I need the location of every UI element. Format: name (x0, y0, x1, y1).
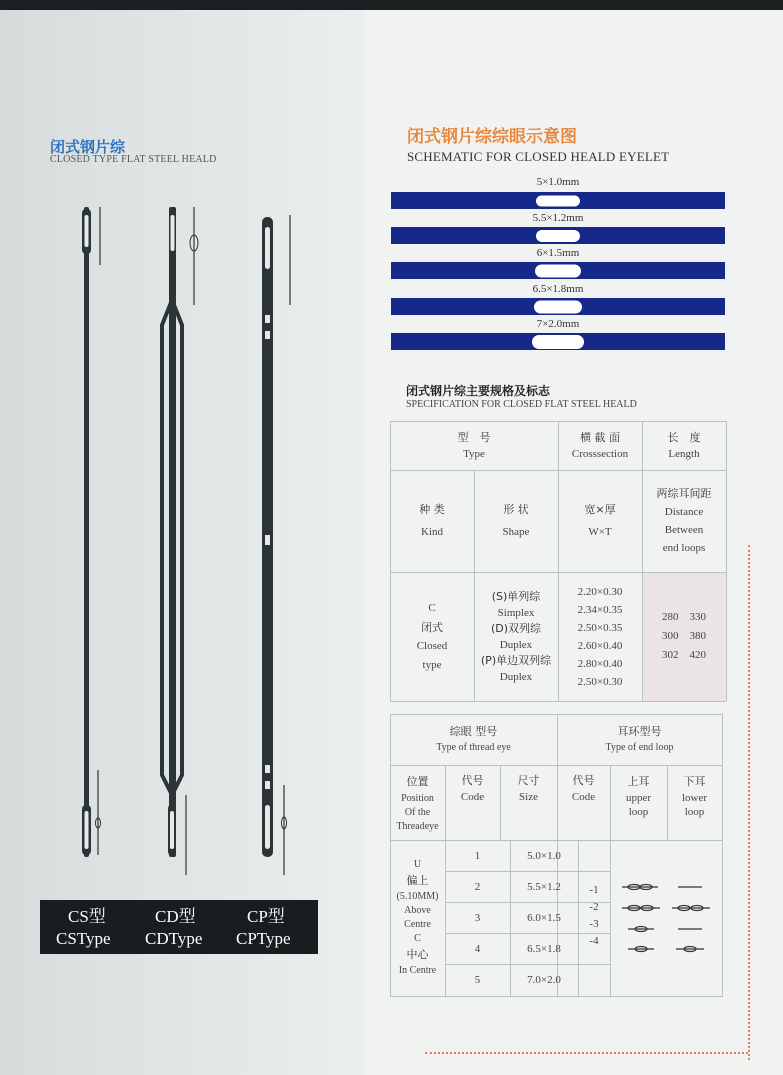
loop-code-header: 代号 Code (571, 774, 596, 803)
wt-header: 宽×厚 W×T (584, 503, 616, 538)
size-3: 6.0×1.5 (527, 911, 561, 924)
schematic-title-en: SCHEMATIC FOR CLOSED HEALD EYELET (407, 149, 670, 164)
crosssection-header: 横 截 面 Crosssection (571, 430, 629, 460)
eyelet-band-1 (391, 192, 725, 209)
cs-heald-drawing (82, 207, 101, 857)
code-1: 1 (474, 849, 481, 862)
end-loop-header: 耳环型号 Type of end loop (605, 724, 674, 753)
cp-label-cn: CP型 (247, 907, 285, 926)
eyelet-band-2 (391, 227, 725, 244)
code-3: 3 (474, 911, 481, 924)
code-5: 5 (474, 974, 481, 986)
position-header: 位置 Position Of the Threadeye (396, 774, 439, 832)
eyelet-band-5 (391, 333, 725, 350)
top-dark-edge (0, 0, 783, 10)
heald-type-labels (40, 900, 318, 954)
spec-title-cn: 闭式钢片综主要规格及标志 (406, 384, 551, 398)
kind-header: 种 类 Kind (419, 503, 445, 538)
decorative-dotted-line-vertical (748, 545, 750, 1060)
schematic-title-cn: 闭式钢片综综眼示意图 (407, 127, 577, 147)
length-values: 280 330 300 380 302 420 (662, 611, 706, 661)
cd-heald-drawing (162, 207, 198, 875)
code-2: 2 (474, 880, 481, 893)
decorative-dotted-line-horizontal (425, 1052, 748, 1054)
loop-codes: -1 -2 -3 -4 (589, 883, 599, 947)
eyelet-size-4: 6.5×1.8mm (532, 283, 584, 295)
kind-value: C 闭式 Closed type (416, 601, 448, 671)
cd-label-en: CDType (145, 929, 203, 948)
code-header: 代号 Code (460, 774, 485, 803)
position-values: U 偏上 (5.10MM) Above Centre C 中心 In Centre (396, 859, 439, 976)
size-1: 5.0×1.0 (527, 849, 561, 862)
cs-label-cn: CS型 (68, 907, 106, 926)
distance-header: 两综耳间距 Distance Between end loops (656, 487, 712, 554)
heald-illustrations (60, 195, 360, 895)
type-header: 型 号 Type (457, 430, 491, 460)
crosssection-values: 2.20×0.30 2.34×0.35 2.50×0.35 2.60×0.40 2.80×0.40 2.50×0.30 (577, 585, 623, 688)
code-4: 4 (474, 942, 481, 955)
eyelet-size-2: 5.5×1.2mm (532, 212, 584, 224)
cs-label-en: CSType (56, 929, 111, 948)
eyelet-band-3 (391, 262, 725, 279)
lower-loop-header: 下耳 lower loop (681, 775, 708, 818)
left-title-en: CLOSED TYPE FLAT STEEL HEALD (50, 154, 217, 165)
thread-eye-header: 综眼 型号 Type of thread eye (436, 724, 511, 753)
eyelet-size-1: 5×1.0mm (536, 176, 580, 188)
size-2: 5.5×1.2 (527, 880, 561, 893)
left-title-cn: 闭式钢片综 (50, 138, 126, 156)
end-loop-symbols (610, 875, 722, 965)
eyelet-size-3: 6×1.5mm (536, 247, 580, 259)
shape-values: (S)单列综 Simplex (D)双列综 Duplex (P)单边双列综 Duplex (480, 589, 552, 683)
upper-loop-header: 上耳 upper loop (625, 775, 652, 818)
length-header: 长 度 Length (667, 430, 701, 460)
spec-title-en: SPECIFICATION FOR CLOSED FLAT STEEL HEALD (406, 399, 637, 410)
size-4: 6.5×1.8 (527, 942, 561, 955)
size-5: 7.0×2.0 (527, 974, 561, 986)
shape-header: 形 状 Shape (502, 503, 530, 538)
eyelet-size-5: 7×2.0mm (536, 318, 580, 330)
cd-label-cn: CD型 (155, 907, 196, 926)
eyelet-band-4 (391, 298, 725, 315)
size-header: 尺寸 Size (517, 774, 540, 803)
cp-heald-drawing (262, 215, 290, 875)
cp-label-en: CPType (236, 929, 291, 948)
